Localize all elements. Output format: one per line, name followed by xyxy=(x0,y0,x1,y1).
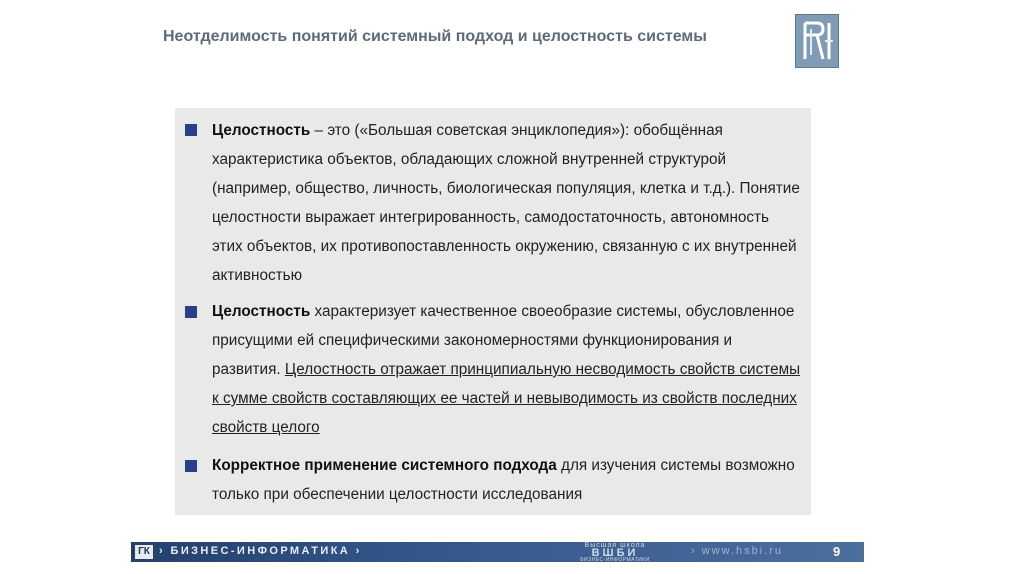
bullet-2-bold: Целостность xyxy=(212,303,311,320)
bullet-1-bold: Целостность xyxy=(212,122,311,139)
footer-brand: › БИЗНЕС-ИНФОРМАТИКА › xyxy=(159,545,362,557)
bullet-text-1 xyxy=(212,116,802,290)
footer-brand-text: БИЗНЕС-ИНФОРМАТИКА xyxy=(170,545,351,557)
square-bullet-icon xyxy=(185,460,197,472)
bullet-text-3 xyxy=(212,451,802,509)
bullet-1-text: – это («Большая советская энциклопедия»): обобщённая характеристика объектов, обладающих сложной внутренней структурой (например, общество, личность, биологическая популяция, клетка и т.д.). Понятие целостности выражает интегрированность, самодостаточность, автономность этих объектов, их противопоставленность окружению, связанную с их внутренней активностью xyxy=(212,122,800,284)
footer-url-text[interactable]: www.hsbi.ru xyxy=(701,545,784,557)
square-bullet-icon xyxy=(185,124,197,136)
bullet-2-text: характеризует качественное своеобразие системы, обусловленное присущими ей специфическими закономерностями функционирования и развития. xyxy=(212,303,795,378)
content-box xyxy=(175,108,811,515)
footer-school-line2: ВШБИ xyxy=(591,547,639,559)
hse-logo-icon xyxy=(795,14,839,68)
footer-url[interactable]: › www.hsbi.ru xyxy=(691,545,784,557)
bullet-2-underlined: Целостность отражает принципиальную несводимость свойств системы к сумме свойств составляющих ее частей и невыводимость из свойств последних свойств целого xyxy=(212,361,801,436)
footer-school-line3: БИЗНЕС-ИНФОРМАТИКИ xyxy=(580,557,650,563)
footer-school-line1: Высшая школа xyxy=(584,542,646,549)
footer-school-logo xyxy=(559,542,671,562)
page-number: 9 xyxy=(833,544,841,559)
slide-title: Неотделимость понятий системный подход и целостность системы xyxy=(163,28,707,45)
bullet-3-text: для изучения системы возможно только при обеспечении целостности исследования xyxy=(212,457,795,503)
bullet-3-bold: Корректное применение системного подхода xyxy=(212,457,557,474)
bullet-text-2 xyxy=(212,297,802,442)
footer-logo-icon: ГК xyxy=(135,545,153,559)
square-bullet-icon xyxy=(185,306,197,318)
footer-bar xyxy=(131,542,864,562)
